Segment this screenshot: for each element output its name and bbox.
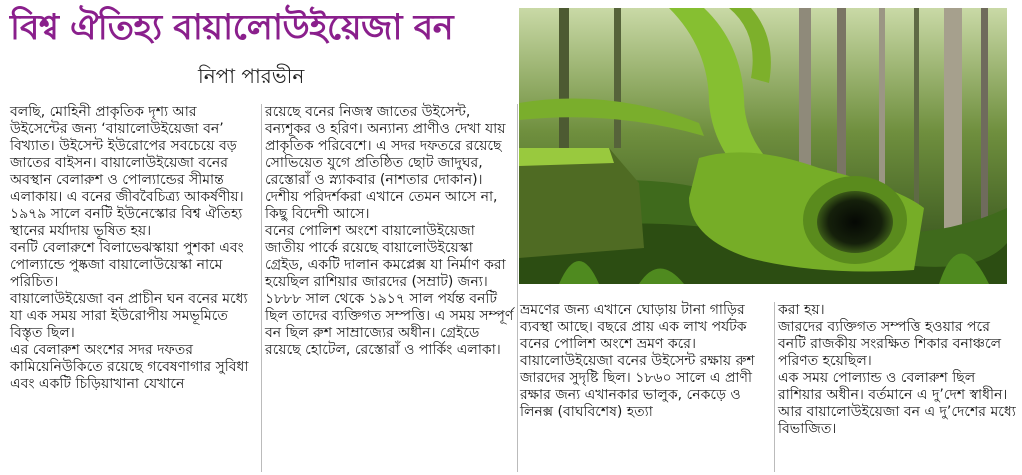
article-column-2 <box>265 104 515 359</box>
column-divider <box>774 302 775 472</box>
paragraph: বনটি বেলারুশে বিলাভেঝস্কায়া পুশকা এবং পোল্যান্ডে পুষ্কজা বায়ালোউয়েস্কা নামে পরিচিত। <box>10 240 244 290</box>
paragraph: এক সময় পোল্যান্ড ও বেলারুশ ছিল রাশিয়ার অধীন। বর্তমানে এ দু’দেশ স্বাধীন। আর বায়ালোউইয়েজা বন এ দু’দেশের মধ্যে বিভাজিত। <box>778 370 1016 437</box>
paragraph: ভ্রমণের জন্য এখানে ঘোড়ায় টানা গাড়ির ব্যবস্থা আছে। বছরে প্রায় এক লাখ পর্যটক বনের পোলিশ অংশে ভ্রমণ করে। <box>520 302 747 352</box>
paragraph: এর বেলারুশ অংশের সদর দফতর কামিয়েনিউকিতে রয়েছে গবেষণাগার সুবিধা এবং একটি চিড়িয়াখানা যেখানে <box>10 342 249 392</box>
article-column-3 <box>520 302 770 421</box>
column-divider <box>517 104 518 472</box>
article-column-1 <box>10 104 258 393</box>
article-column-4 <box>778 302 1018 438</box>
paragraph: রয়েছে বনের নিজস্ব জাতের উইসেন্ট, বন্যশূকর ও হরিণ। অন্যান্য প্রাণীও দেখা যায় প্রাকৃতিক পরিবেশে। এ সদর দফতরে রয়েছে সোভিয়েত যুগে প্রতিষ্ঠিত ছোট জাদুঘর, রেস্তোরাঁ ও স্ন্যাকবার (নাশতার দোকান)। দেশীয় পরিদর্শকরা এখানে তেমন আসে না, কিছু বিদেশী আসে। <box>265 104 506 222</box>
article-headline: বিশ্ব ঐতিহ্য বায়ালোউইয়েজা বন <box>10 8 454 48</box>
article-byline: নিপা পারভীন <box>198 64 305 88</box>
paragraph: বনের পোলিশ অংশে বায়ালোউইয়েজা জাতীয় পার্কে রয়েছে বায়ালোউইয়েস্কা গ্রেইড, একটি দালান কমপ্লেক্স যা নির্মাণ করা হয়েছিল রাশিয়ার জারদের (সম্রাট) জন্য। ১৮৮৮ সাল থেকে ১৯১৭ সাল পর্যন্ত বনটি ছিল তাদের ব্যক্তিগত সম্পত্তি। এ সময় সম্পূর্ণ বন ছিল রুশ সাম্রাজ্যের অধীন। গ্রেইডে রয়েছে হোটেল, রেস্তোরাঁ ও পার্কিং এলাকা। <box>265 223 514 358</box>
forest-photo <box>519 8 1007 284</box>
paragraph: বায়ালোউইয়েজা বন প্রাচীন ঘন বনের মধ্যে যা এক সময় সারা ইউরোপীয় সমভূমিতে বিস্তৃত ছিল। <box>10 291 248 341</box>
paragraph: বায়ালোউইয়েজা বনের উইসেন্ট রক্ষায় রুশ জারদের সুদৃষ্টি ছিল। ১৮৬০ সালে এ প্রাণী রক্ষার জন্য এখানকার ভালুক, নেকড়ে ও লিনক্স (বাঘবিশেষ) হত্যা <box>520 353 755 420</box>
column-divider <box>261 104 262 472</box>
paragraph: জারদের ব্যক্তিগত সম্পত্তি হওয়ার পরে বনটি রাজকীয় সংরক্ষিত শিকার বনাঞ্চলে পরিণত হয়েছিল। <box>778 319 1002 369</box>
paragraph: করা হয়। <box>778 302 825 318</box>
paragraph: বলছি, মোহিনী প্রাকৃতিক দৃশ্য আর উইসেন্টের জন্য ‘বায়ালোউইয়েজা বন’ বিখ্যাত। উইসেন্ট ইউরোপের সবচেয়ে বড় জাতের বাইসন। বায়ালোউইয়েজা বনের অবস্থান বেলারুশ ও পোল্যান্ডের সীমান্ত এলাকায়। এ বনের জীববৈচিত্র্য আকর্ষণীয়। ১৯৭৯ সালে বনটি ইউনেস্কোর বিশ্ব ঐতিহ্য স্থানের মর্যাদায় ভূষিত হয়। <box>10 104 244 239</box>
